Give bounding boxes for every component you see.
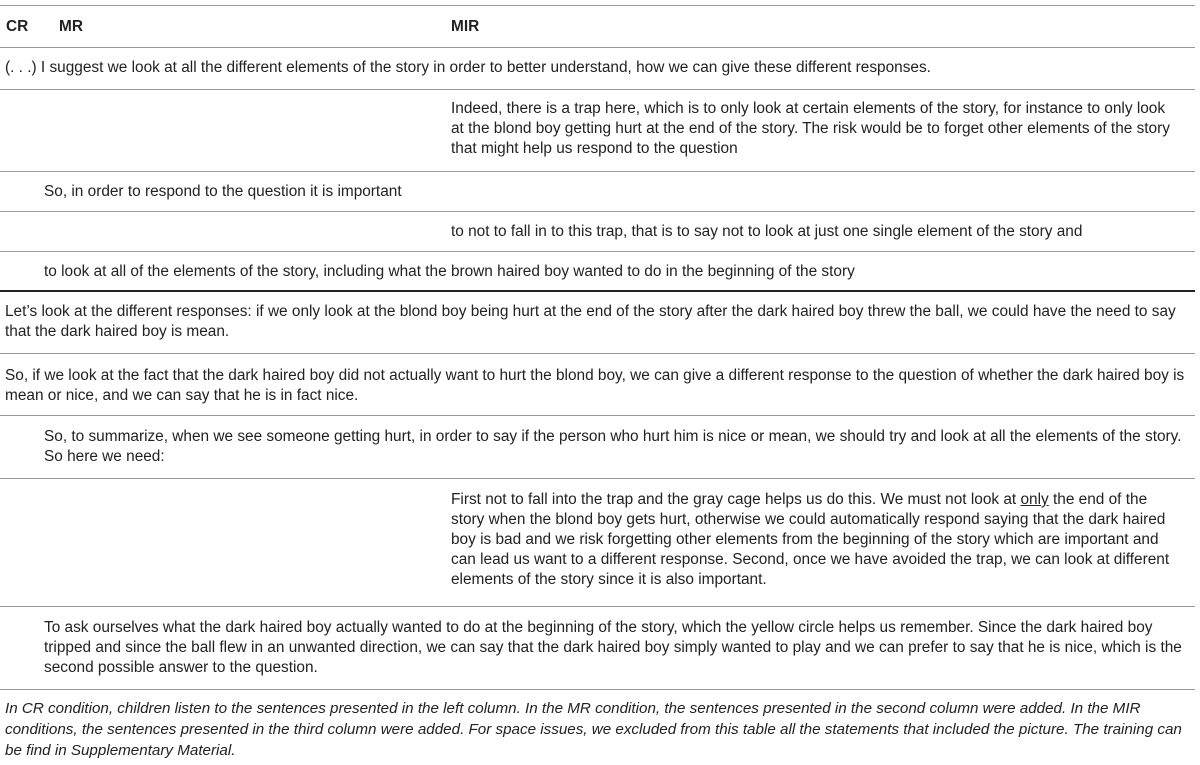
row-9-mir xyxy=(451,490,1176,590)
row-9-text-after: the end of the story when the blond boy gets hurt, otherwise we could automatically respond saying that the dark haired boy is bad and we risk forgetting other elements from the beginning of the story which are important and can lead us want to a different response. Second, once we have avoided the trap, we can look at different elements of the story since it is also important. xyxy=(451,491,1170,588)
row-divider xyxy=(0,171,1195,172)
row-3-mr: So, in order to respond to the question it is important xyxy=(44,183,402,200)
row-divider xyxy=(0,251,1195,252)
row-10-mr: To ask ourselves what the dark haired boy actually wanted to do at the beginning of the story, which the yellow circle helps us remember. Since the dark haired boy tripped and since the ball flew in an unwanted direction, we can say that the dark haired boy simply wanted to play and we can prefer to say that he is nice, which is the second possible answer to the question. xyxy=(44,619,1182,676)
header-cr: CR xyxy=(6,18,29,35)
row-divider xyxy=(0,211,1195,212)
row-7-cr: So, if we look at the fact that the dark haired boy did not actually want to hurt the blond boy, we can give a different response to the question of whether the dark haired boy is mean or nice, and we can say that he is in fact nice. xyxy=(5,367,1185,404)
header-mir: MIR xyxy=(451,18,480,35)
row-1-cr: (. . .) I suggest we look at all the different elements of the story in order to better understand, how we can give these different responses. xyxy=(5,59,931,76)
row-8-mr: So, to summarize, when we see someone getting hurt, in order to say if the person who hurt him is nice or mean, we should try and look at all the elements of the story. So here we need: xyxy=(44,428,1182,465)
row-5-mr: to look at all of the elements of the story, including what the brown haired boy wanted to do in the beginning of the story xyxy=(44,263,855,280)
row-divider xyxy=(0,415,1195,416)
header-rule xyxy=(0,47,1195,48)
section-rule xyxy=(0,290,1195,292)
row-divider xyxy=(0,478,1195,479)
row-9-underlined-word: only xyxy=(1020,491,1049,508)
header-mr: MR xyxy=(59,18,83,35)
table-footnote: In CR condition, children listen to the sentences presented in the left column. In the MR condition, the sentences presented in the second column were added. In the MIR conditions, the sentences presented in the third column were added. For space issues, we excluded from this table all the statements that included the picture. The training can be find in Supplementary Material. xyxy=(5,700,1182,759)
row-9-text-before: First not to fall into the trap and the gray cage helps us do this. We must not look at xyxy=(451,491,1021,508)
table-bottom-rule xyxy=(0,689,1195,690)
table-top-rule xyxy=(0,5,1195,6)
row-divider xyxy=(0,606,1195,607)
row-4-mir: to not to fall in to this trap, that is to say not to look at just one single element of the story and xyxy=(451,223,1083,240)
row-divider xyxy=(0,353,1195,354)
row-divider xyxy=(0,89,1195,90)
row-2-mir: Indeed, there is a trap here, which is to only look at certain elements of the story, for instance to only look at the blond boy getting hurt at the end of the story. The risk would be to forget other elements of the story that might help us respond to the question xyxy=(451,100,1170,157)
row-6-cr: Let’s look at the different responses: if we only look at the blond boy being hurt at the end of the story after the dark haired boy threw the ball, we could have the need to say that the dark haired boy is mean. xyxy=(5,303,1176,340)
